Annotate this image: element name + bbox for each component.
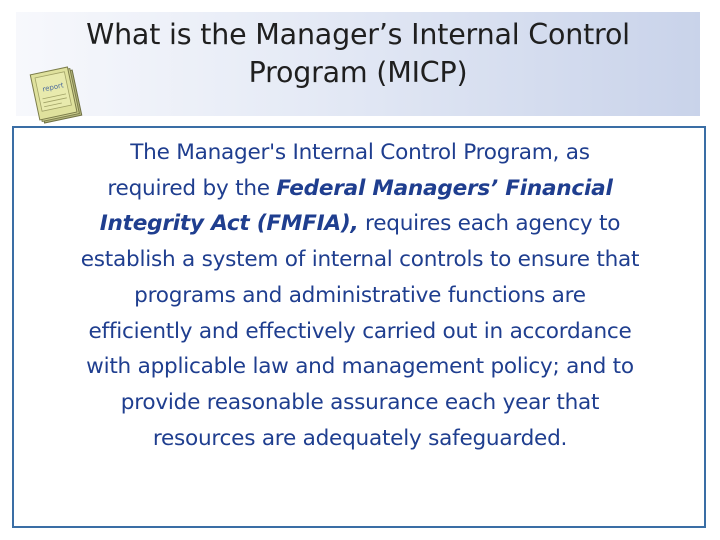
body-line-6: efficiently and effectively carried out in accordance bbox=[88, 318, 632, 344]
body-line-1: The Manager's Internal Control Program, as bbox=[130, 140, 590, 165]
fmfia-name-part-2: Integrity Act (FMFIA), bbox=[99, 211, 359, 237]
slide-title-line-2: Program (MICP) bbox=[248, 56, 468, 89]
report-icon bbox=[24, 62, 88, 128]
report-icon-label: report bbox=[41, 81, 65, 94]
body-line-7: with applicable law and management policy; and to bbox=[86, 354, 634, 380]
body-line-8: provide reasonable assurance each year that bbox=[120, 389, 600, 415]
body-line-2 bbox=[16, 171, 704, 207]
body-line-3 bbox=[16, 206, 704, 242]
body-line-2-prefix: required by the bbox=[107, 175, 277, 201]
body-line-4: establish a system of internal controls to ensure that bbox=[80, 247, 640, 273]
body-line-3-suffix: requires each agency to bbox=[358, 211, 621, 237]
body-line-9: resources are adequately safeguarded. bbox=[152, 425, 568, 451]
body-line-5: programs and administrative functions are bbox=[134, 282, 586, 308]
body-paragraph bbox=[16, 135, 704, 456]
slide-title bbox=[16, 16, 700, 92]
fmfia-name-part-1: Federal Managers’ Financial bbox=[276, 175, 613, 201]
slide-title-line-1: What is the Manager’s Internal Control bbox=[86, 18, 630, 51]
